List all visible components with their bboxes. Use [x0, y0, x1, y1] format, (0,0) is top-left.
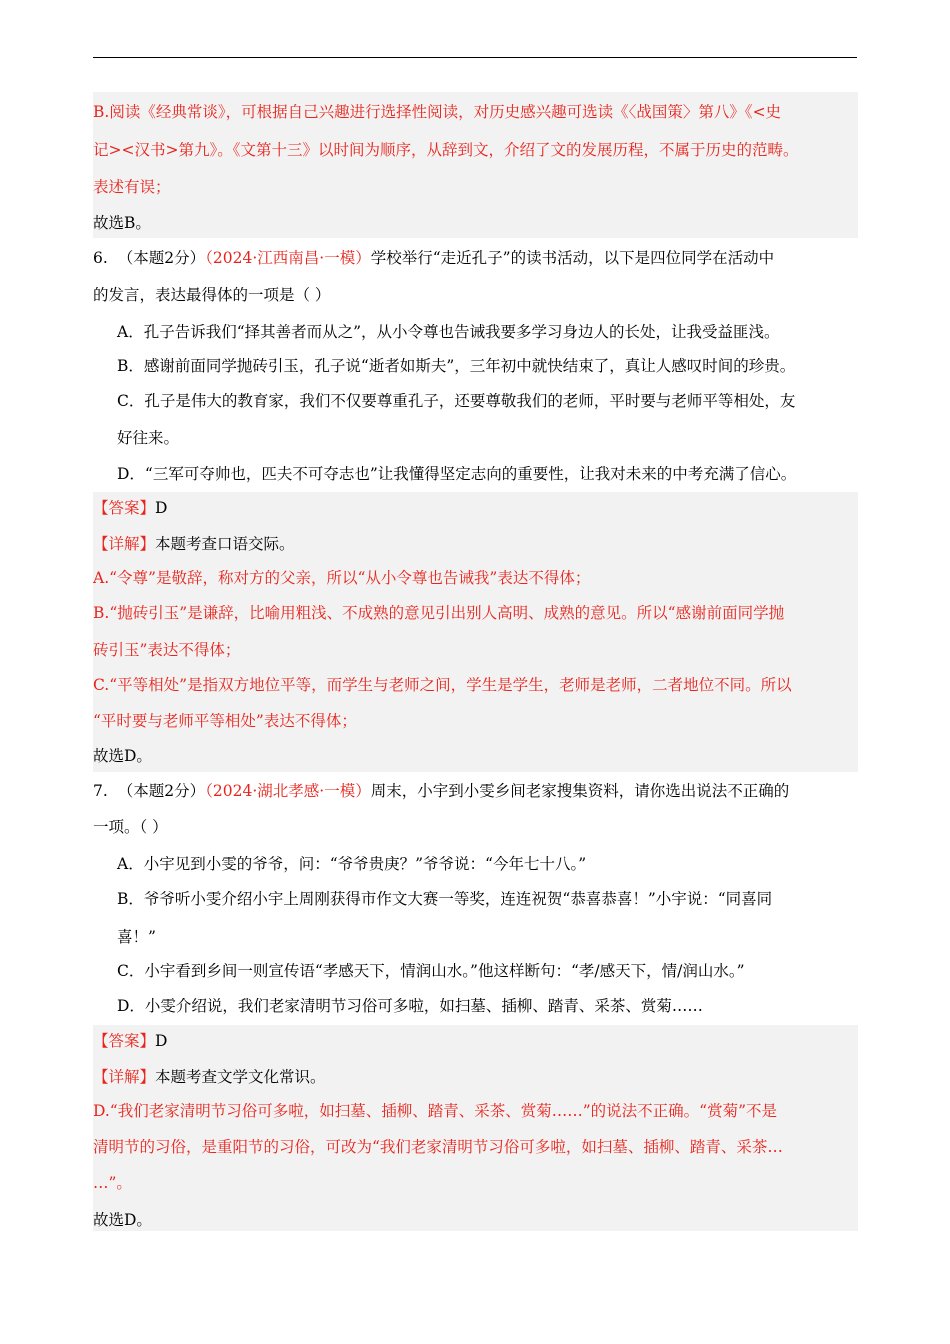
q7-answer	[93, 1031, 167, 1051]
q7-option-b-line-1: B．爷爷听小雯介绍小宇上周刚获得市作文大赛一等奖，连连祝贺“恭喜恭喜！”小宇说：“同喜同	[117, 890, 773, 908]
q6-answer-value: D	[155, 499, 168, 517]
q6-conclusion: 故选D。	[93, 747, 152, 765]
q6-source: （2024·江西南昌·一模）	[205, 249, 371, 267]
q7-detail-text: 本题考查文学文化常识。	[155, 1068, 326, 1086]
q6-analysis-line-4: C.“平等相处”是指双方地位平等，而学生与老师之间，学生是学生，老师是老师，二者地位不同。所以	[93, 676, 792, 694]
q6-option-c-line-2: 好往来。	[117, 429, 180, 447]
q7-option-a: A．小宇见到小雯的爷爷，问：“爷爷贵庚？”爷爷说：“今年七十八。”	[117, 855, 587, 873]
q7-stem-line-1	[93, 781, 789, 801]
q7-option-b-line-2: 喜！”	[117, 928, 156, 946]
q6-option-b: B．感谢前面同学抛砖引玉，孔子说“逝者如斯夫”，三年初中就快结束了，真让人感叹时间的珍贵。	[117, 357, 796, 375]
q7-analysis-line-2: 清明节的习俗，是重阳节的习俗，可改为“我们老家清明节习俗可多啦，如扫墓、插柳、踏青、采茶…	[93, 1138, 783, 1156]
prev-explanation-line-2: 记><汉书>第九》。《文第十三》以时间为顺序，从辞到文，介绍了文的发展历程，不属于历史的范畴。	[93, 141, 799, 159]
q6-option-c-line-1: C．孔子是伟大的教育家，我们不仅要尊重孔子，还要尊敬我们的老师，平时要与老师平等相处，友	[117, 392, 796, 410]
q7-number: 7.	[93, 782, 108, 800]
q6-detail-label: 【详解】	[93, 535, 156, 553]
q7-source: （2024·湖北孝感·一模）	[205, 782, 371, 800]
q7-conclusion: 故选D。	[93, 1211, 152, 1229]
q6-analysis-line-2: B.“抛砖引玉”是谦辞，比喻用粗浅、不成熟的意见引出别人高明、成熟的意见。所以“感谢前面同学抛	[93, 604, 785, 622]
q6-option-a: A．孔子告诉我们“择其善者而从之”，从小令尊也告诫我要多学习身边人的长处，让我受益匪浅。	[117, 323, 780, 341]
prev-conclusion: 故选B。	[93, 214, 151, 232]
q6-answer	[93, 498, 167, 518]
q7-analysis-line-1: D.“我们老家清明节习俗可多啦，如扫墓、插柳、踏青、采茶、赏菊……”的说法不正确。“赏菊”不是	[93, 1102, 778, 1120]
q7-option-c: C．小宇看到乡间一则宣传语“孝感天下，情润山水。”他这样断句：“孝/感天下，情/润山水。”	[117, 962, 745, 980]
q6-stem-line-1	[93, 248, 774, 268]
q6-option-d: D．“三军可夺帅也，匹夫不可夺志也”让我懂得坚定志向的重要性，让我对未来的中考充满了信心。	[117, 465, 797, 483]
q7-analysis-line-3: …”。	[93, 1174, 132, 1192]
q7-answer-panel	[93, 1025, 858, 1231]
prev-explanation-line-3: 表述有误；	[93, 178, 171, 196]
q7-answer-value: D	[155, 1032, 168, 1050]
q6-detail	[93, 534, 295, 554]
q6-stem-line-2: 的发言，表达最得体的一项是（ ）	[93, 286, 331, 304]
q6-stem-text: 学校举行“走近孔子”的读书活动，以下是四位同学在活动中	[370, 249, 775, 267]
q6-number: 6.	[93, 249, 108, 267]
q6-analysis-line-5: “平时要与老师平等相处”表达不得体；	[93, 712, 357, 730]
q7-answer-label: 【答案】	[93, 1032, 156, 1050]
q7-option-d: D．小雯介绍说，我们老家清明节习俗可多啦，如扫墓、插柳、踏青、采茶、赏菊……	[117, 997, 703, 1015]
prev-explanation-line-1: B.阅读《经典常谈》，可根据自己兴趣进行选择性阅读，对历史感兴趣可选读《〈战国策〉第八》《<史	[93, 103, 782, 121]
q7-detail	[93, 1067, 326, 1087]
q7-stem-line-2: 一项。（ ）	[93, 818, 168, 836]
q6-analysis-line-3: 砖引玉”表达不得体；	[93, 641, 241, 659]
q6-answer-label: 【答案】	[93, 499, 156, 517]
q6-detail-text: 本题考查口语交际。	[155, 535, 295, 553]
q7-stem-text: 周末，小宇到小雯乡间老家搜集资料，请你选出说法不正确的	[370, 782, 790, 800]
q7-detail-label: 【详解】	[93, 1068, 156, 1086]
header-rule	[93, 57, 857, 58]
q7-score: （本题2分）	[117, 782, 206, 800]
q6-score: （本题2分）	[117, 249, 206, 267]
q6-analysis-line-1: A.“令尊”是敬辞，称对方的父亲，所以“从小令尊也告诫我”表达不得体；	[93, 569, 591, 587]
